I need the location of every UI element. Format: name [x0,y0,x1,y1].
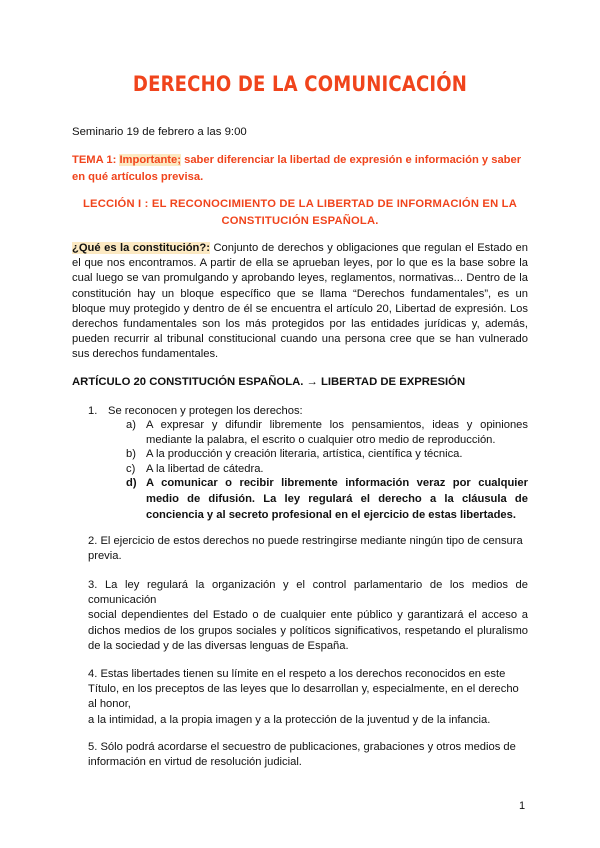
topic-highlight: Importante; [119,154,181,166]
paragraph-3-line1: 3. La ley regulará la organización y el control parlamentario de los medios de comunicación [88,579,528,607]
lesson-heading: LECCIÓN I : EL RECONOCIMIENTO DE LA LIBERTAD DE INFORMACIÓN EN LA CONSTITUCIÓN ESPAÑOLA. [83,198,517,227]
subitem-d [126,475,528,523]
page-number: 1 [519,800,526,812]
subitem-letter: c) [126,463,136,475]
topic-heading [72,152,528,186]
list-item-1 [88,405,303,417]
subitem-a [126,418,528,448]
constitution-paragraph [72,241,528,363]
document-title: DERECHO DE LA COMUNICACIÓN [132,72,468,96]
paragraph-4-line1: 4. Estas libertades tienen su límite en el respeto a los derechos reconocidos en este Título, en los preceptos de las leyes que lo desarrollan y, especialmente, en el derecho al honor, [88,668,519,711]
paragraph-3 [88,578,528,654]
paragraph-4 [88,667,528,728]
list-number: 1. [88,405,98,417]
paragraph-2: 2. El ejercicio de estos derechos no puede restringirse mediante ningún tipo de censura previa. [88,535,523,563]
paragraph-4-line2: a la intimidad, a la propia imagen y a la protección de la juventud y de la infancia. [88,713,491,726]
paragraph-5: 5. Sólo podrá acordarse el secuestro de publicaciones, grabaciones y otros medios de información en virtud de resolución judicial. [88,741,516,769]
subitem-text: A la libertad de cátedra. [146,463,264,475]
list-text: Se reconocen y protegen los derechos: [108,405,303,417]
topic-text: saber diferenciar la libertad de expresión e información y saber en qué artículos previsa. [72,154,522,183]
subitem-letter: b) [126,448,136,460]
subitem-text: A comunicar o recibir libremente información veraz por cualquier medio de difusión. La ley regulará el derecho a la cláusula de conciencia y al secreto profesional en el ejercicio de estas libertades. [146,477,528,521]
seminar-date: Seminario 19 de febrero a las 9:00 [72,126,247,138]
subitem-b [126,447,528,462]
subitem-text: A la producción y creación literaria, artística, científica y técnica. [146,448,463,460]
subitem-letter: d) [126,477,137,489]
paragraph-3-line2: social dependientes del Estado o de cualquier ente público y garantizará el acceso a dichos medios de los grupos sociales y políticos significativos, respetando el pluralismo de la sociedad y de las diversas lenguas de España. [88,609,528,652]
article-heading: ARTÍCULO 20 CONSTITUCIÓN ESPAÑOLA. → LIBERTAD DE EXPRESIÓN [72,376,466,388]
constitution-question: ¿Qué es la constitución?: [72,242,210,254]
constitution-text: Conjunto de derechos y obligaciones que regulan el Estado en el que nos encontramos. A partir de ella se aprueban leyes, por lo que es la base sobre la cual luego se van promulgando y aprobando leyes, reglamentos, normativas... Dentro de la constitución hay un bloque específico que se llama “Derechos fundamentales”, es un bloque muy protegido y dentro de él se encuentra el artículo 20, Libertad de expresión. Los derechos fundamentales son los más protegidos por las entidades jurídicas y, además, pueden recurrir al tribunal constitucional cuando una persona cree que se han vulnerado sus derechos fundamentales. [72,242,528,361]
topic-prefix: TEMA 1: [72,154,120,166]
subitem-text: A expresar y difundir libremente los pensamientos, ideas y opiniones mediante la palabra, el escrito o cualquier otro medio de reproducción. [146,419,528,447]
subitem-letter: a) [126,419,136,431]
